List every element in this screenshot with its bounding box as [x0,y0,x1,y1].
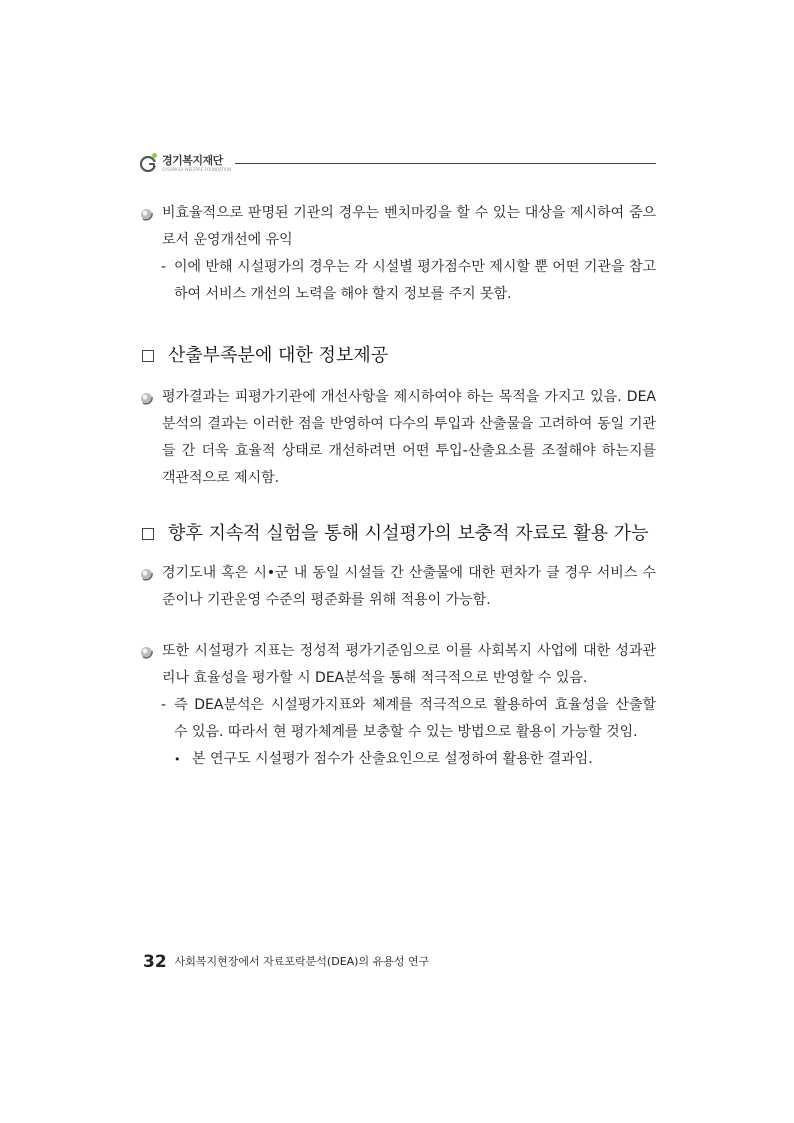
dash-marker: - [161,697,167,713]
page-number: 32 [143,952,167,972]
bullet-icon [140,392,153,405]
sub-sub-item [140,746,656,773]
square-bullet-icon [142,350,154,362]
bullet-item [140,638,656,692]
org-subtitle: GYEONGGI WELFARE FOUNDATION [162,167,232,172]
foundation-logo-icon [140,152,158,172]
section-heading [140,522,656,546]
sub-sub-item-text: 본 연구도 시설평가 점수가 산출요인으로 설정하여 활용한 결과임. [192,751,593,767]
bullet-item [140,560,656,614]
section-heading-text: 산출부족분에 대한 정보제공 [168,345,389,366]
running-title: 사회복지현장에서 자료포락분석(DEA)의 유용성 연구 [174,955,430,968]
org-name: 경기복지재단 [162,154,223,167]
dash-marker: - [161,259,167,275]
square-bullet-icon [142,528,154,540]
header-rule [235,163,656,164]
bullet-item [140,384,656,492]
bullet-text: 또한 시설평가 지표는 정성적 평가기준임으로 이를 사회복지 사업에 대한 성과관리나 효율성을 평가할 시 DEA분석을 통해 적극적으로 반영할 수 있음. [162,643,656,686]
sub-item-text: 이에 반해 시설평가의 경우는 각 시설별 평가점수만 제시할 뿐 어떤 기관을 참고하여 서비스 개선의 노력을 해야 할지 정보를 주지 못함. [174,259,656,302]
bullet-text: 비효율적으로 판명된 기관의 경우는 벤치마킹을 할 수 있는 대상을 제시하여 줌으로서 운영개선에 유익 [162,205,656,248]
bullet-icon [140,568,153,581]
page-footer [143,952,429,972]
bullet-text: 경기도내 혹은 시•군 내 동일 시설들 간 산출물에 대한 편차가 클 경우 서비스 수준이나 기관운영 수준의 평준화를 위해 적용이 가능함. [162,565,656,608]
dot-marker: • [174,753,181,766]
section-heading-text: 향후 지속적 실험을 통해 시설평가의 보충적 자료로 활용 가능 [168,523,649,544]
sub-item [140,692,656,746]
sub-item [140,254,656,308]
sub-item-text: 즉 DEA분석은 시설평가지표와 체계를 적극적으로 활용하여 효율성을 산출할 수 있음. 따라서 현 평가체계를 보충할 수 있는 방법으로 활용이 가능할 것임. [174,697,656,740]
bullet-icon [140,646,153,659]
page-header [140,148,656,178]
section-heading [140,344,656,368]
page-body [140,200,656,773]
bullet-icon [140,208,153,221]
bullet-item [140,200,656,254]
bullet-text: 평가결과는 피평가기관에 개선사항을 제시하여야 하는 목적을 가지고 있음. DEA분석의 결과는 이러한 점을 반영하여 다수의 투입과 산출물을 고려하여 동일 기관들 간 더욱 효율적 상태로 개선하려면 어떤 투입-산출요소를 조절해야 하는지를 객관적으로 제시함. [162,389,656,486]
